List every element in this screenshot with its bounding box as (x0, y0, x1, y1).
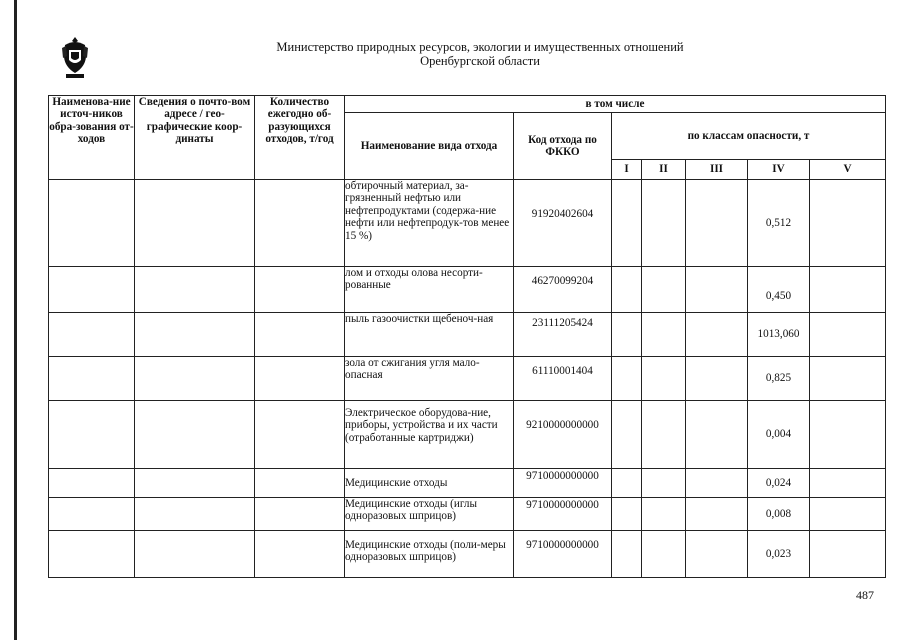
cell-class-4: 0,023 (748, 531, 810, 578)
table-row (49, 469, 886, 498)
cell-class-4: 0,024 (748, 469, 810, 498)
cell-waste-name: Электрическое оборудова-ние, приборы, устройства и их части (отработанные картриджи) (345, 401, 514, 469)
ministry-line-1: Министерство природных ресурсов, экологии и имущественных отношений (276, 40, 684, 54)
cell-address (135, 180, 255, 267)
cell-code: 23111205424 (514, 313, 612, 357)
cell-source (49, 180, 135, 267)
cell-code: 91920402604 (514, 180, 612, 267)
cell-class-4: 0,512 (748, 180, 810, 267)
header-address: Сведения о почто-вом адресе / гео-графические коор-динаты (135, 96, 255, 180)
cell-class-4: 1013,060 (748, 313, 810, 357)
table-row (49, 357, 886, 401)
header-fkko-code: Код отхода по ФККО (514, 113, 612, 180)
coat-of-arms-icon (60, 36, 90, 80)
cell-quantity (255, 180, 345, 267)
scan-edge-line (14, 0, 17, 640)
cell-code: 9710000000000 (514, 498, 612, 531)
cell-code: 9710000000000 (514, 469, 612, 498)
header-including: в том числе (345, 96, 886, 113)
header-quantity: Количество ежегодно об-разующихся отходов, т/год (255, 96, 345, 180)
cell-code: 46270099204 (514, 267, 612, 313)
table-row (49, 180, 886, 267)
table-row (49, 531, 886, 578)
header-class-3: III (686, 160, 748, 180)
page-number: 487 (856, 588, 874, 602)
cell-class-4: 0,450 (748, 267, 810, 313)
cell-code: 9210000000000 (514, 401, 612, 469)
header-class-5: V (810, 160, 886, 180)
header-waste-type: Наименование вида отхода (345, 113, 514, 180)
cell-waste-name: лом и отходы олова несорти-рованные (345, 267, 514, 313)
cell-waste-name: Медицинские отходы (поли-меры одноразовых шприцов) (345, 531, 514, 578)
table-row (49, 267, 886, 313)
ministry-header (200, 40, 760, 68)
cell-waste-name: Медицинские отходы (345, 469, 514, 498)
header-class-2: II (642, 160, 686, 180)
cell-waste-name: обтирочный материал, за-грязненный нефтью или нефтепродуктами (содержа-ние нефти или нефтепродук-тов менее 15 %) (345, 180, 514, 267)
table-row (49, 401, 886, 469)
cell-code: 61110001404 (514, 357, 612, 401)
cell-code: 9710000000000 (514, 531, 612, 578)
header-class-1: I (612, 160, 642, 180)
ministry-line-2: Оренбургской области (420, 54, 540, 68)
table-row (49, 498, 886, 531)
waste-table (48, 95, 886, 578)
header-by-class: по классам опасности, т (612, 113, 886, 160)
cell-waste-name: зола от сжигания угля мало-опасная (345, 357, 514, 401)
cell-class-4: 0,004 (748, 401, 810, 469)
cell-waste-name: пыль газоочистки щебеноч-ная (345, 313, 514, 357)
cell-class-4: 0,008 (748, 498, 810, 531)
header-class-4: IV (748, 160, 810, 180)
cell-class-4: 0,825 (748, 357, 810, 401)
table-row (49, 313, 886, 357)
header-source-name: Наименова-ние источ-ников обра-зования от-ходов (49, 96, 135, 180)
cell-waste-name: Медицинские отходы (иглы одноразовых шприцов) (345, 498, 514, 531)
